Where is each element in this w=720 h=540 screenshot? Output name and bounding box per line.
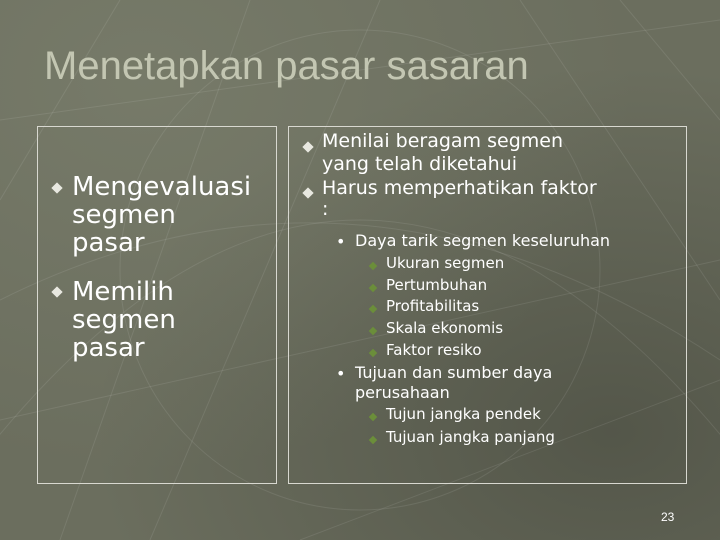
left-item-line: segmen: [72, 305, 176, 335]
sub-sub-item: Skala ekonomis: [386, 319, 504, 337]
slide-title: Menetapkan pasar sasaran: [44, 44, 529, 88]
page-number: 23: [661, 510, 675, 524]
dot-bullet-icon: •: [336, 364, 346, 383]
sub-item-line: Tujuan dan sumber daya: [355, 363, 553, 382]
sub-sub-item: Faktor resiko: [386, 341, 482, 359]
sub-sub-item: Ukuran segmen: [386, 254, 505, 272]
sub-item-line: Daya tarik segmen keseluruhan: [355, 231, 611, 250]
sub-sub-item: Tujuan jangka panjang: [386, 428, 555, 446]
right-item-line: Harus memperhatikan faktor: [322, 177, 597, 199]
left-item-line: Mengevaluasi: [72, 172, 252, 202]
right-item-line: yang telah diketahui: [322, 153, 517, 175]
right-item-line: Menilai beragam segmen: [322, 130, 563, 152]
left-item-line: segmen: [72, 200, 176, 230]
sub-item-line: perusahaan: [355, 383, 450, 402]
left-item-line: Memilih: [72, 277, 174, 307]
left-item-line: pasar: [72, 228, 145, 258]
sub-sub-item: Profitabilitas: [386, 297, 480, 315]
right-item-line: :: [322, 198, 329, 220]
sub-sub-item: Tujun jangka pendek: [386, 405, 541, 423]
left-item-line: pasar: [72, 333, 145, 363]
sub-sub-item: Pertumbuhan: [386, 276, 488, 294]
dot-bullet-icon: •: [336, 232, 346, 251]
